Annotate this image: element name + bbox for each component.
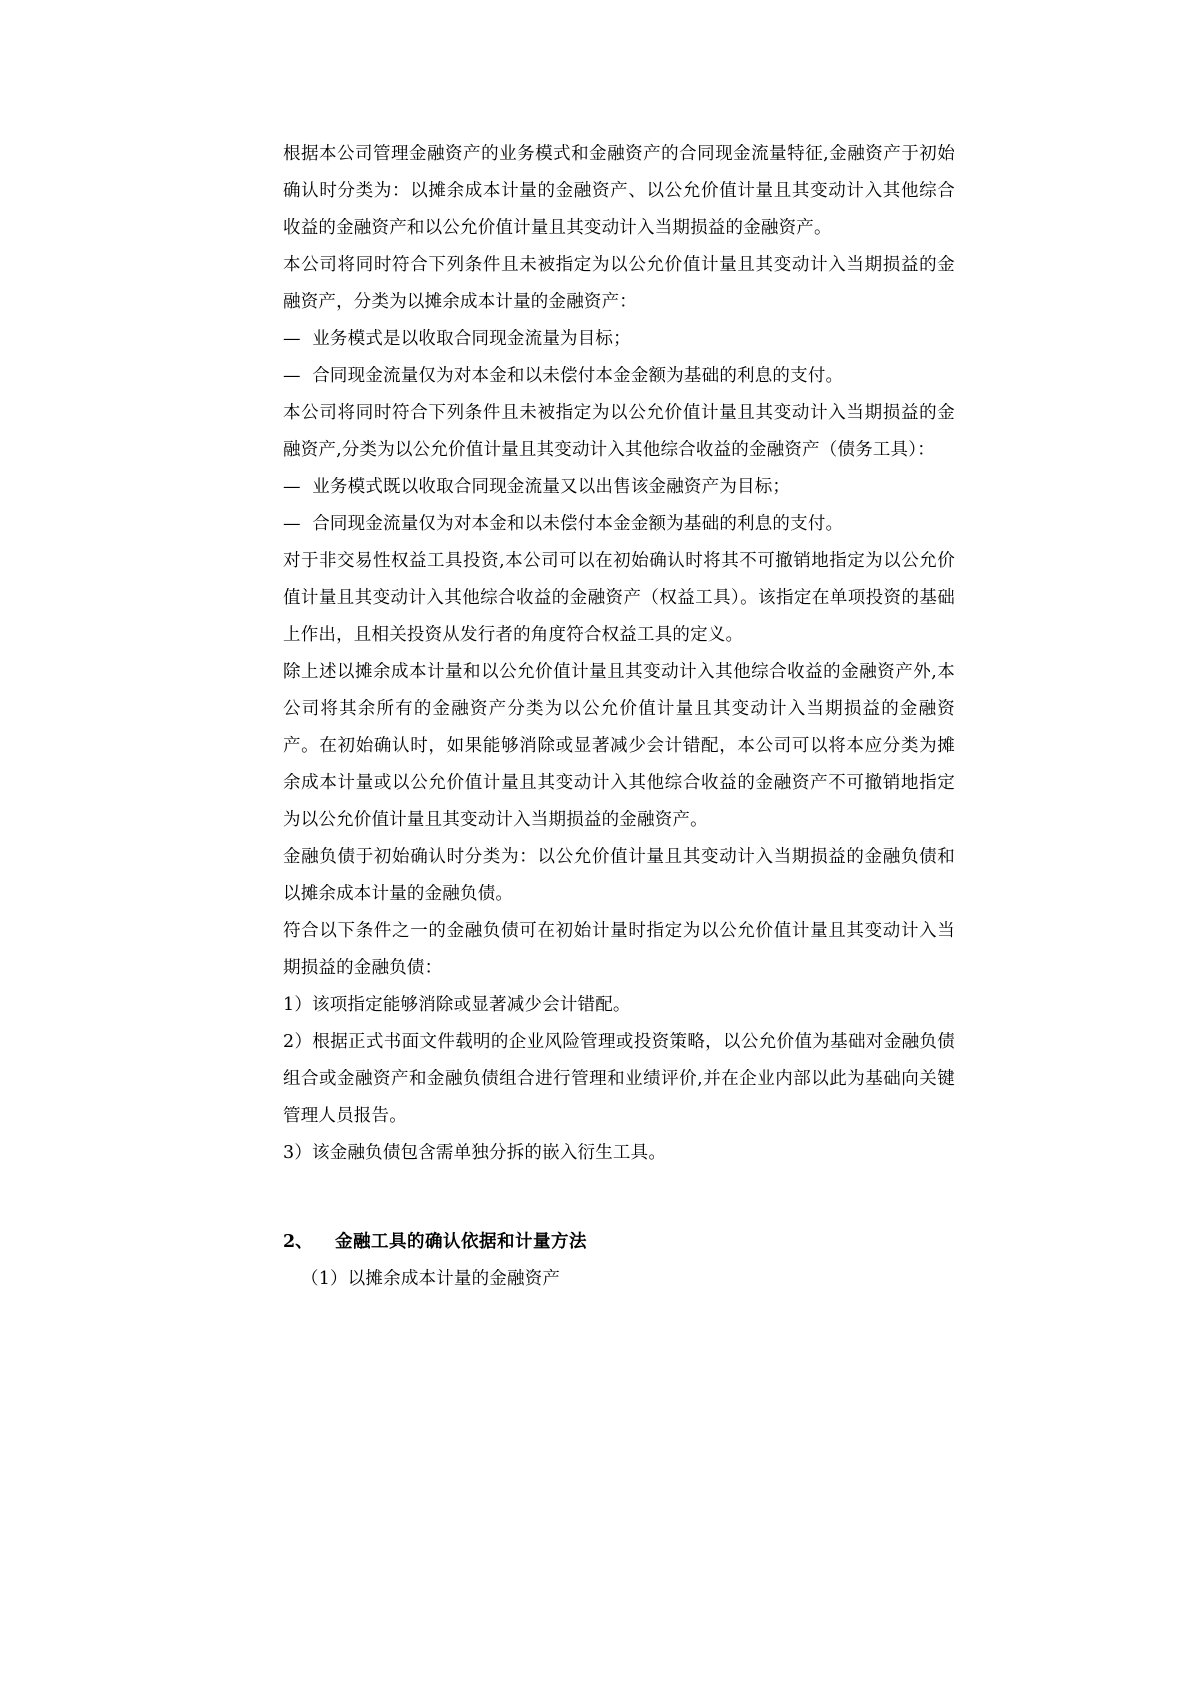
paragraph-1: 根据本公司管理金融资产的业务模式和金融资产的合同现金流量特征,金融资产于初始确认时分类为：以摊余成本计量的金融资产、以公允价值计量且其变动计入其他综合收益的金融资产和以公允价值计量且其变动计入当期损益的金融资产。	[283, 144, 955, 238]
dash-list-item	[283, 469, 955, 506]
dash-marker: —	[283, 366, 301, 386]
paragraph-6: 金融负债于初始确认时分类为：以公允价值计量且其变动计入当期损益的金融负债和以摊余成本计量的金融负债。	[283, 847, 955, 904]
section-sub-item: （1）以摊余成本计量的金融资产	[301, 1269, 561, 1289]
paragraph-4: 对于非交易性权益工具投资,本公司可以在初始确认时将其不可撤销地指定为以公允价值计量且其变动计入其他综合收益的金融资产（权益工具）。该指定在单项投资的基础上作出，且相关投资从发行者的角度符合权益工具的定义。	[283, 551, 955, 645]
dash-marker: —	[283, 329, 301, 349]
dash-list-item-text: 业务模式既以收取合同现金流量又以出售该金融资产为目标；	[312, 477, 791, 497]
paragraph-2: 本公司将同时符合下列条件且未被指定为以公允价值计量且其变动计入当期损益的金融资产，分类为以摊余成本计量的金融资产：	[283, 255, 955, 312]
dash-marker: —	[283, 514, 301, 534]
dash-list-item-text: 合同现金流量仅为对本金和以未偿付本金金额为基础的利息的支付。	[312, 514, 844, 534]
document-body	[283, 136, 955, 1298]
numbered-list-item: 3）该金融负债包含需单独分拆的嵌入衍生工具。	[283, 1143, 667, 1163]
numbered-list-item: 2）根据正式书面文件载明的企业风险管理或投资策略，以公允价值为基础对金融负债组合或金融资产和金融负债组合进行管理和业绩评价,并在企业内部以此为基础向关键管理人员报告。	[283, 1032, 955, 1126]
dash-list-item-text: 合同现金流量仅为对本金和以未偿付本金金额为基础的利息的支付。	[312, 366, 844, 386]
dash-marker: —	[283, 477, 301, 497]
numbered-list-item: 1）该项指定能够消除或显著减少会计错配。	[283, 995, 631, 1015]
dash-list-item	[283, 506, 955, 543]
dash-list-item-text: 业务模式是以收取合同现金流量为目标；	[312, 329, 631, 349]
paragraph-3: 本公司将同时符合下列条件且未被指定为以公允价值计量且其变动计入当期损益的金融资产,分类为以公允价值计量且其变动计入其他综合收益的金融资产（债务工具）：	[283, 403, 955, 460]
paragraph-5: 除上述以摊余成本计量和以公允价值计量且其变动计入其他综合收益的金融资产外,本公司将其余所有的金融资产分类为以公允价值计量且其变动计入当期损益的金融资产。在初始确认时，如果能够消除或显著减少会计错配，本公司可以将本应分类为摊余成本计量或以公允价值计量且其变动计入其他综合收益的金融资产不可撤销地指定为以公允价值计量且其变动计入当期损益的金融资产。	[283, 662, 955, 830]
section-number: 2、	[283, 1232, 313, 1252]
paragraph-7: 符合以下条件之一的金融负债可在初始计量时指定为以公允价值计量且其变动计入当期损益的金融负债：	[283, 921, 955, 978]
section-heading	[283, 1224, 955, 1261]
dash-list-item	[283, 321, 955, 358]
dash-list-item	[283, 358, 955, 395]
section-title: 金融工具的确认依据和计量方法	[335, 1232, 587, 1252]
